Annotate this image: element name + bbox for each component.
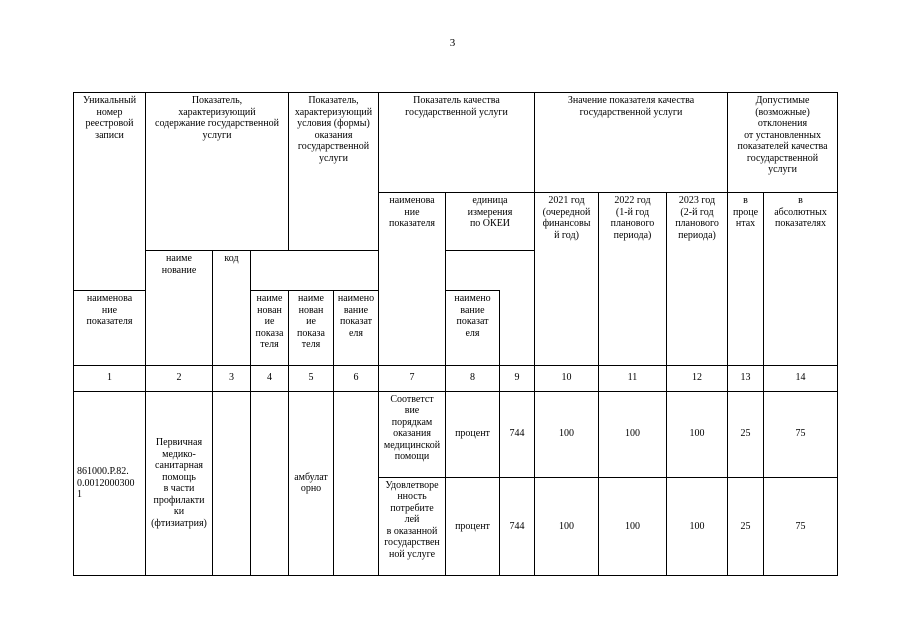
unit-cell: процент [446,477,500,575]
column-number: 1 [74,365,146,391]
indicator-name-cell: Удовлетворе нность потребите лей в оказанной государствен ной услуге [379,477,446,575]
header-okei-code: код [213,251,251,365]
column-number: 7 [379,365,446,391]
header-subcol-3: наиме нован ие показа теля [251,291,289,365]
header-year-2022: 2022 год (1-й год планового периода) [599,193,667,365]
value-2022-cell: 100 [599,477,667,575]
page-number: 3 [449,37,456,49]
header-quality-indicator: Показатель качества государственной услуги [379,93,535,193]
unit-cell: процент [446,391,500,477]
service-content-cell: Первичная медико- санитарная помощь в части профилакти ки (фтизиатрия) [146,391,213,575]
header-year-2021: 2021 год (очередной финансовы й год) [535,193,599,365]
column-number: 3 [213,365,251,391]
header-subcol-5: наимено вание показат еля [334,291,379,365]
column-number: 2 [146,365,213,391]
column-number: 6 [334,365,379,391]
deviation-percent-cell: 25 [728,477,764,575]
indicator-name-cell: Соответст вие порядкам оказания медицинской помощи [379,391,446,477]
deviation-absolute-cell: 75 [764,477,838,575]
code-cell: 744 [500,391,535,477]
deviation-percent-cell: 25 [728,391,764,477]
column-number: 11 [599,365,667,391]
quality-indicators-table [73,92,838,576]
value-2021-cell: 100 [535,477,599,575]
header-unique-number: Уникальный номер реестровой записи [74,93,146,291]
column-number: 12 [667,365,728,391]
header-row-1 [74,93,838,193]
column-numbers-row [74,365,838,391]
empty-cell [334,391,379,575]
header-subcol-4: наиме нован ие показа теля [289,291,334,365]
value-2023-cell: 100 [667,391,728,477]
deviation-absolute-cell: 75 [764,391,838,477]
header-content-indicator: Показатель, характеризующий содержание государственной услуги [146,93,289,251]
service-form-cell: амбулат орно [289,391,334,575]
header-subcol-2: наименова ние показателя [74,291,146,365]
header-indicator-name: наименова ние показателя [379,193,446,365]
column-number: 8 [446,365,500,391]
header-subcol-6: наимено вание показат еля [446,291,500,365]
header-percent: в проце нтах [728,193,764,365]
column-number: 4 [251,365,289,391]
code-cell: 744 [500,477,535,575]
column-number: 9 [500,365,535,391]
value-2023-cell: 100 [667,477,728,575]
header-quality-value: Значение показателя качества государственной услуги [535,93,728,193]
value-2021-cell: 100 [535,391,599,477]
column-number: 10 [535,365,599,391]
header-absolute: в абсолютных показателях [764,193,838,365]
header-okei-name: наиме нование [146,251,213,365]
column-number: 14 [764,365,838,391]
header-conditions-indicator: Показатель, характеризующий условия (формы) оказания государственной услуги [289,93,379,251]
column-number: 5 [289,365,334,391]
table-row [74,391,838,477]
header-okei-unit: единица измерения по ОКЕИ [446,193,535,251]
empty-cell [213,391,251,575]
column-number: 13 [728,365,764,391]
header-deviations: Допустимые (возможные) отклонения от установленных показателей качества государственной услуги [728,93,838,193]
registry-number-cell: 861000.Р.82. 0.0012000300 1 [74,391,146,575]
header-year-2023: 2023 год (2-й год планового периода) [667,193,728,365]
empty-cell [251,391,289,575]
value-2022-cell: 100 [599,391,667,477]
